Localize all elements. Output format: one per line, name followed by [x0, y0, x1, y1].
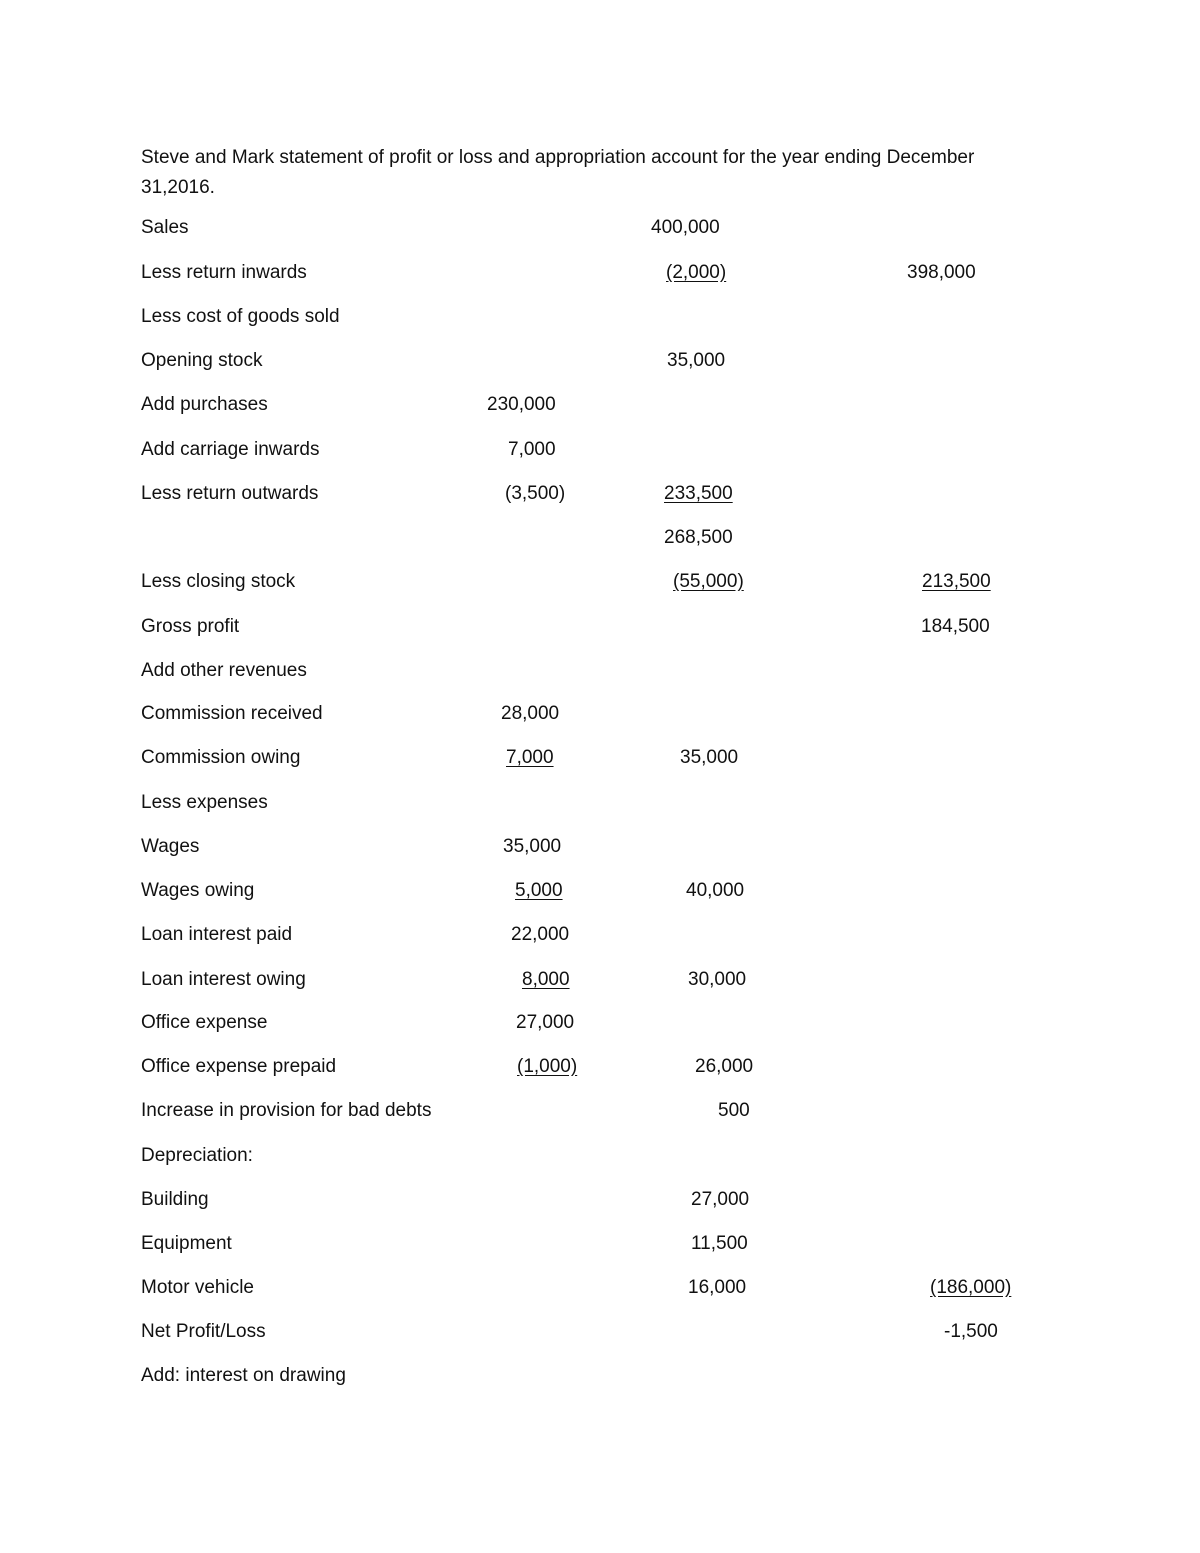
- statement-row: [0, 656, 1200, 686]
- statement-row: [0, 743, 1200, 773]
- amount-col2: 233,500: [664, 483, 733, 504]
- amount-col2: 500: [718, 1100, 750, 1121]
- statement-row: [0, 965, 1200, 995]
- row-label: Office expense prepaid: [141, 1056, 337, 1077]
- statement-row: [0, 213, 1200, 243]
- statement-row: [0, 788, 1200, 818]
- amount-col1: 8,000: [522, 969, 570, 990]
- statement-row: [0, 1273, 1200, 1303]
- statement-row: [0, 699, 1200, 729]
- row-label: Wages: [141, 836, 200, 857]
- row-label: Motor vehicle: [141, 1277, 254, 1298]
- statement-row: [0, 346, 1200, 376]
- amount-col2: 16,000: [688, 1277, 747, 1298]
- row-label: Building: [141, 1189, 209, 1210]
- statement-row: [0, 1096, 1200, 1126]
- amount-col2: 40,000: [686, 880, 745, 901]
- row-label: Less expenses: [141, 792, 268, 813]
- statement-row: [0, 1008, 1200, 1038]
- row-label: Add carriage inwards: [141, 439, 320, 460]
- row-label: Less closing stock: [141, 571, 296, 592]
- statement-title: Steve and Mark statement of profit or loss and appropriation account for the year ending December 31,2016.: [141, 147, 975, 198]
- row-label: Commission owing: [141, 747, 301, 768]
- amount-col1: 27,000: [516, 1012, 575, 1033]
- row-label: Equipment: [141, 1233, 232, 1254]
- row-label: Net Profit/Loss: [141, 1321, 266, 1342]
- amount-col2: 35,000: [667, 350, 726, 371]
- statement-row: [0, 302, 1200, 332]
- row-label: Loan interest paid: [141, 924, 293, 945]
- row-label: Opening stock: [141, 350, 263, 371]
- row-label: Add purchases: [141, 394, 268, 415]
- amount-col2: 35,000: [680, 747, 739, 768]
- statement-row: [0, 390, 1200, 420]
- statement-row: [0, 479, 1200, 509]
- row-label: Less return outwards: [141, 483, 319, 504]
- row-label: Less cost of goods sold: [141, 306, 340, 327]
- row-label: Add: interest on drawing: [141, 1365, 346, 1386]
- row-label: Add other revenues: [141, 660, 307, 681]
- amount-col2: 30,000: [688, 969, 747, 990]
- row-label: Less return inwards: [141, 262, 307, 283]
- amount-col1: 7,000: [508, 439, 556, 460]
- row-label: Gross profit: [141, 616, 240, 637]
- amount-col3: 213,500: [922, 571, 991, 592]
- amount-col2: 26,000: [695, 1056, 754, 1077]
- statement-row: [0, 258, 1200, 288]
- amount-col2: 400,000: [651, 217, 720, 238]
- statement-row: [0, 1361, 1200, 1391]
- statement-row: [0, 435, 1200, 465]
- amount-col1: (3,500): [505, 483, 566, 504]
- statement-row: [0, 1052, 1200, 1082]
- row-label: Office expense: [141, 1012, 268, 1033]
- amount-col1: 7,000: [506, 747, 554, 768]
- amount-col2: 11,500: [691, 1233, 748, 1254]
- row-label: Depreciation:: [141, 1145, 253, 1166]
- amount-col1: 28,000: [501, 703, 560, 724]
- amount-col3: 398,000: [907, 262, 976, 283]
- amount-col1: 22,000: [511, 924, 570, 945]
- statement-row: [0, 1141, 1200, 1171]
- amount-col1: 35,000: [503, 836, 562, 857]
- amount-col1: 230,000: [487, 394, 556, 415]
- row-label: Wages owing: [141, 880, 255, 901]
- amount-col1: (1,000): [517, 1056, 578, 1077]
- row-label: Loan interest owing: [141, 969, 306, 990]
- statement-row: [0, 876, 1200, 906]
- statement-row: [0, 1317, 1200, 1347]
- statement-row: [0, 1229, 1200, 1259]
- row-label: Sales: [141, 217, 189, 238]
- statement-row: [0, 523, 1200, 553]
- amount-col3: 184,500: [921, 616, 990, 637]
- row-label: Commission received: [141, 703, 323, 724]
- amount-col3: -1,500: [944, 1321, 998, 1342]
- amount-col2: (2,000): [666, 262, 727, 283]
- amount-col2: 268,500: [664, 527, 733, 548]
- statement-row: [0, 612, 1200, 642]
- statement-row: [0, 567, 1200, 597]
- amount-col1: 5,000: [515, 880, 563, 901]
- row-label: Increase in provision for bad debts: [141, 1100, 432, 1121]
- statement-row: [0, 920, 1200, 950]
- statement-row: [0, 1185, 1200, 1215]
- amount-col2: 27,000: [691, 1189, 750, 1210]
- statement-row: [0, 832, 1200, 862]
- amount-col3: (186,000): [930, 1277, 1012, 1298]
- amount-col2: (55,000): [673, 571, 744, 592]
